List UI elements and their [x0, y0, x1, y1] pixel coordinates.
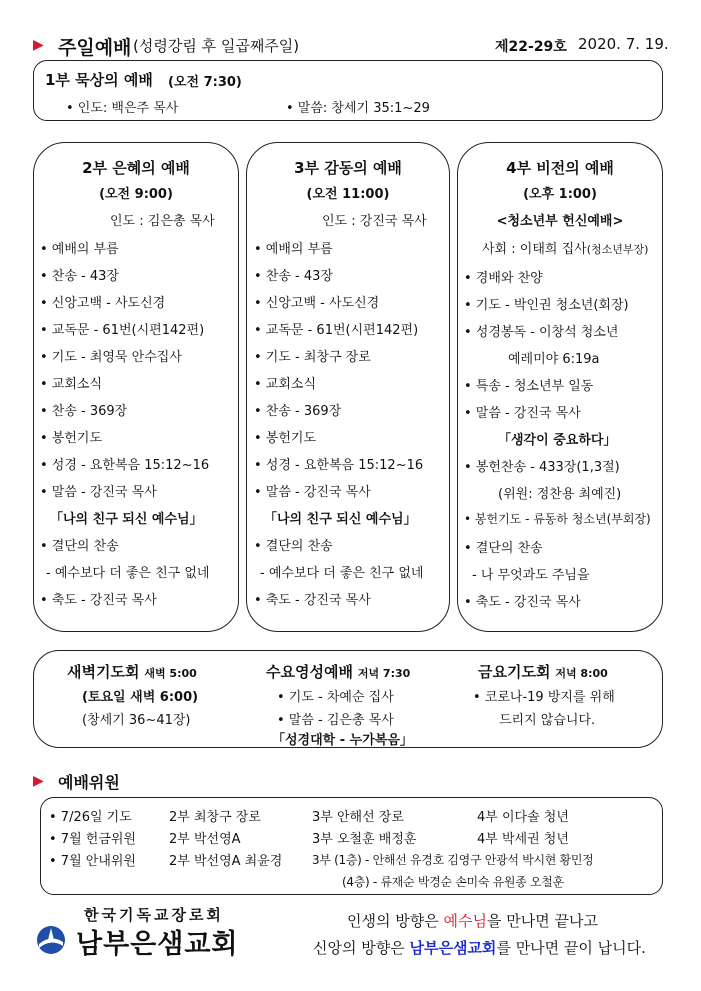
wednesday-service-name: 수요영성예배: [266, 663, 353, 681]
sermon-title: 「나의 친구 되신 예수님」: [50, 512, 203, 527]
list-item: • 성경봉독 - 이창석 청소년: [464, 325, 619, 340]
service4-host: [482, 238, 648, 257]
list-item: • 결단의 찬송: [254, 539, 333, 554]
committee-row-2-3bu: 3부 오철훈 배정훈: [312, 832, 417, 847]
dawn-prayer-name: 새벽기도회: [67, 663, 140, 681]
list-item: • 봉헌기도: [40, 431, 103, 446]
wednesday-service-title: [266, 661, 410, 682]
friday-prayer-title: [478, 661, 608, 682]
friday-prayer-time: 저녁 8:00: [555, 667, 608, 680]
committee-row-3-3bu: 3부 (1층) - 안해선 유경호 김영구 안광석 박시현 황민정: [312, 853, 594, 867]
list-item: - 예수보다 더 좋은 친구 없네: [260, 566, 424, 581]
wednesday-leader: • 기도 - 차예순 집사: [277, 690, 394, 705]
committee-row-2-label: • 7월 헌금위원: [49, 832, 136, 847]
motto-2-c: 를 만나면 끝이 납니다.: [496, 939, 646, 957]
service4-time: (오후 1:00): [523, 187, 597, 202]
service2-leader: 인도 : 김은총 목사: [110, 214, 215, 229]
list-item: • 축도 - 강진국 목사: [254, 593, 371, 608]
list-item: • 예배의 부름: [40, 242, 119, 257]
list-item: • 말씀 - 강진국 목사: [40, 485, 157, 500]
list-item: • 축도 - 강진국 목사: [464, 595, 581, 610]
church-name-logo: 남부은샘교회: [76, 929, 239, 960]
service1-title: 1부 묵상의 예배: [45, 71, 153, 89]
motto-1-a: 인생의 방향은: [347, 912, 444, 930]
service3-time: (오전 11:00): [306, 187, 390, 202]
list-item: • 성경 - 요한복음 15:12~16: [254, 458, 424, 473]
church-logo-icon: [36, 925, 66, 955]
list-item: • 기도 - 최창구 장로: [254, 350, 371, 365]
motto-1-c: 을 만나면 끝나고: [486, 912, 598, 930]
wednesday-sermon: • 말씀 - 김은총 목사: [277, 713, 394, 728]
friday-prayer-name: 금요기도회: [478, 663, 551, 681]
denomination-name: 한국기독교장로회: [84, 906, 224, 924]
committee-row-4: (4층) - 류재순 박경순 손미숙 유원종 오철훈: [342, 875, 564, 889]
issue-number: 제22-29호: [495, 39, 567, 55]
friday-note-1: • 코로나-19 방지를 위해: [473, 690, 615, 705]
list-item: • 찬송 - 369장: [40, 404, 128, 419]
list-item: • 찬송 - 43장: [40, 269, 119, 284]
service2-title: 2부 은혜의 예배: [82, 159, 190, 177]
triangle-marker-icon: ▶: [33, 773, 44, 789]
list-item: • 교회소식: [40, 377, 103, 392]
dawn-prayer-time: 새벽 5:00: [144, 667, 197, 680]
list-item: • 경배와 찬양: [464, 271, 543, 286]
list-item: 예레미야 6:19a: [508, 352, 600, 367]
sermon-title: 「생각이 중요하다」: [498, 433, 617, 448]
committee-row-1-4bu: 4부 이다솔 청년: [477, 810, 569, 825]
motto-2-a: 신앙의 방향은: [313, 939, 410, 957]
list-item: • 예배의 부름: [254, 242, 333, 257]
issue-date: 2020. 7. 19.: [578, 35, 669, 53]
committee-row-1-label: • 7/26일 기도: [49, 810, 132, 825]
committee-row-3-2bu: 2부 박선영A 최윤경: [169, 854, 283, 869]
triangle-marker-icon: ▶: [33, 37, 44, 53]
list-item: • 신앙고백 - 사도신경: [254, 296, 380, 311]
list-item: • 찬송 - 369장: [254, 404, 342, 419]
friday-note-2: 드리지 않습니다.: [499, 713, 596, 728]
list-item: • 찬송 - 43장: [254, 269, 333, 284]
list-item: • 신앙고백 - 사도신경: [40, 296, 166, 311]
service1-leader: • 인도: 백은주 목사: [66, 101, 179, 116]
committee-row-3-label: • 7월 안내위원: [49, 854, 136, 869]
list-item: • 결단의 찬송: [40, 539, 119, 554]
list-item: • 성경 - 요한복음 15:12~16: [40, 458, 210, 473]
list-item: • 교회소식: [254, 377, 317, 392]
list-item: - 예수보다 더 좋은 친구 없네: [46, 566, 210, 581]
service4-subtitle: <청소년부 헌신예배>: [496, 214, 624, 229]
list-item: • 결단의 찬송: [464, 541, 543, 556]
dawn-prayer-text: (창세기 36~41장): [82, 713, 191, 728]
service3-leader: 인도 : 강진국 목사: [322, 214, 427, 229]
list-item: • 기도 - 박인권 청소년(회장): [464, 298, 629, 313]
service4-title: 4부 비전의 예배: [506, 159, 614, 177]
service2-time: (오전 9:00): [99, 187, 173, 202]
service1-sermon: • 말씀: 창세기 35:1~29: [286, 101, 430, 116]
service4-host-note: (청소년부장): [586, 243, 649, 256]
list-item: • 기도 - 최영묵 안수집사: [40, 350, 182, 365]
committee-box: [40, 797, 663, 895]
dawn-prayer-saturday: (토요일 새벽 6:00): [82, 690, 199, 705]
dawn-prayer-title: [67, 661, 197, 682]
committee-row-1-3bu: 3부 안해선 장로: [312, 810, 404, 825]
list-item: (위원: 정찬용 최예진): [498, 487, 622, 502]
list-item: • 축도 - 강진국 목사: [40, 593, 157, 608]
sermon-title: 「나의 친구 되신 예수님」: [264, 512, 417, 527]
page-title: 주일예배: [58, 37, 132, 59]
weekday-services-box: [33, 650, 663, 748]
service3-title: 3부 감동의 예배: [294, 159, 402, 177]
service1-box: [33, 60, 663, 121]
wednesday-service-time: 저녁 7:30: [357, 667, 411, 680]
page-subtitle: (성령강림 후 일곱째주일): [133, 37, 300, 55]
list-item: • 말씀 - 강진국 목사: [254, 485, 371, 500]
list-item: • 특송 - 청소년부 일동: [464, 379, 594, 394]
list-item: • 교독문 - 61번(시편142편): [254, 323, 419, 338]
committee-row-2-4bu: 4부 박세권 청년: [477, 832, 569, 847]
committee-row-1-2bu: 2부 최창구 장로: [169, 810, 261, 825]
list-item: • 봉헌기도: [254, 431, 317, 446]
list-item: • 봉헌찬송 - 433장(1,3절): [464, 460, 620, 475]
committee-title: 예배위원: [58, 773, 120, 792]
motto-1-highlight: 예수님: [443, 912, 487, 930]
motto-2-highlight: 남부은샘교회: [409, 939, 497, 957]
list-item: • 봉헌기도 - 류동하 청소년(부회장): [464, 512, 651, 526]
committee-row-2-2bu: 2부 박선영A: [169, 832, 241, 847]
wednesday-series: 「성경대학 - 누가복음」: [272, 733, 413, 748]
service4-host-name: 사회 : 이태희 집사: [482, 242, 587, 257]
list-item: - 나 무엇과도 주님을: [472, 568, 590, 583]
motto-line-2: [313, 937, 646, 958]
service1-time: (오전 7:30): [168, 75, 242, 90]
list-item: • 교독문 - 61번(시편142편): [40, 323, 205, 338]
list-item: • 말씀 - 강진국 목사: [464, 406, 581, 421]
motto-line-1: [347, 910, 598, 931]
